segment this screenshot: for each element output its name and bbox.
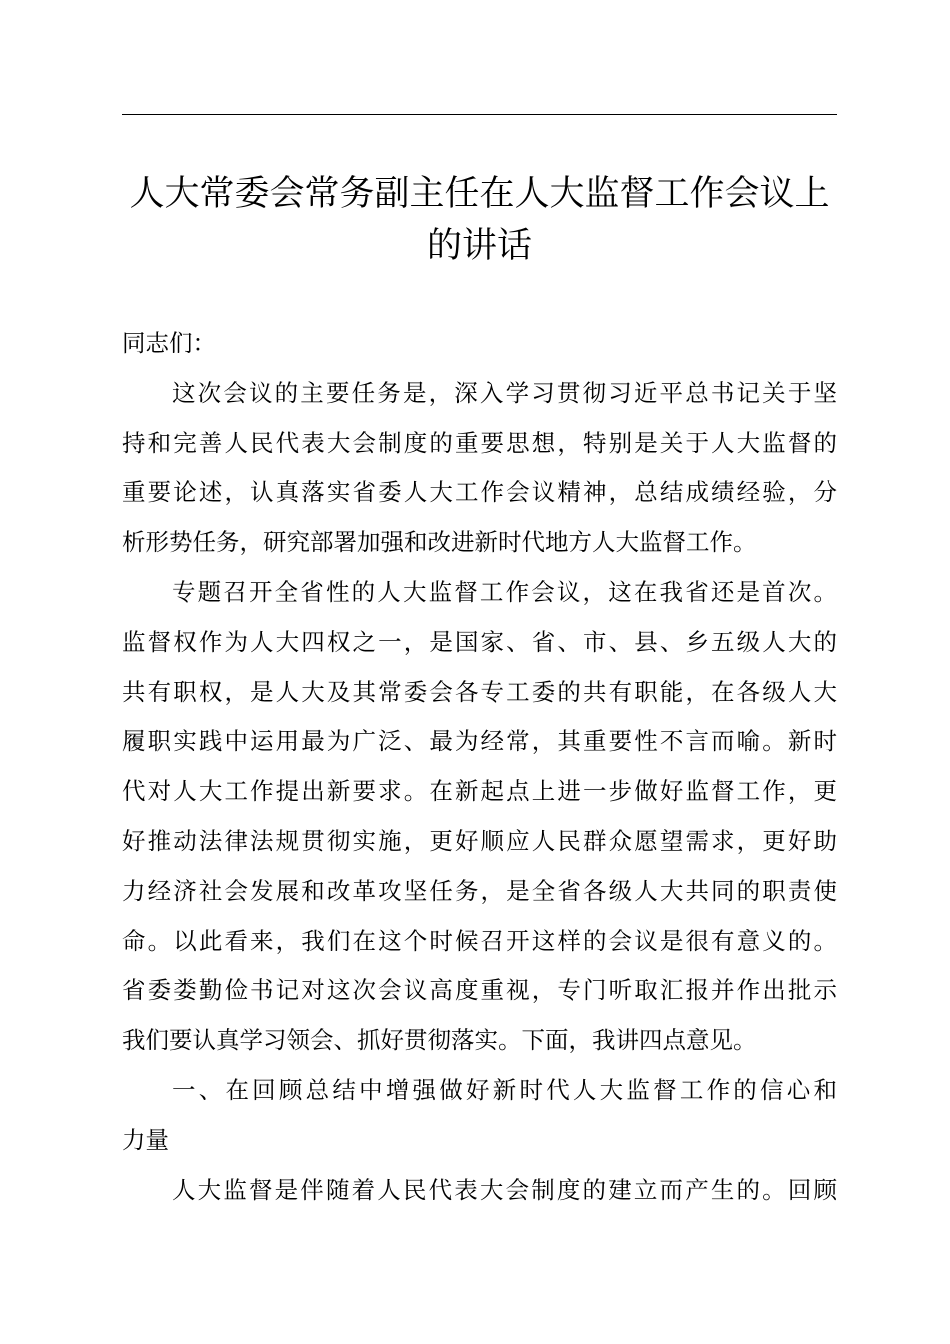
document-title [122, 168, 837, 272]
paragraph-line: 共有职权，是人大及其常委会各专工委的共有职能，在各级人大 [122, 677, 837, 706]
header-rule [122, 114, 837, 115]
paragraph-line: 这次会议的主要任务是，深入学习贯彻习近平总书记关于坚 [172, 378, 837, 407]
paragraph-3 [122, 1166, 837, 1216]
heading-line: 一、在回顾总结中增强做好新时代人大监督工作的信心和 [172, 1075, 837, 1104]
paragraph-line: 好推动法律法规贯彻实施，更好顺应人民群众愿望需求，更好助 [122, 826, 837, 855]
salutation: 同志们： [122, 329, 216, 357]
paragraph-line: 析形势任务，研究部署加强和改进新时代地方人大监督工作。 [122, 528, 757, 557]
title-line-2: 的讲话 [426, 226, 532, 266]
paragraph-1 [122, 369, 837, 568]
paragraph-line: 命。以此看来，我们在这个时候召开这样的会议是很有意义的。 [122, 926, 837, 955]
paragraph-line: 专题召开全省性的人大监督工作会议，这在我省还是首次。 [172, 577, 837, 606]
paragraph-line: 持和完善人民代表大会制度的重要思想，特别是关于人大监督的 [122, 428, 837, 457]
paragraph-line: 重要论述，认真落实省委人大工作会议精神，总结成绩经验，分 [122, 478, 837, 507]
paragraph-line: 省委娄勤俭书记对这次会议高度重视，专门听取汇报并作出批示 [122, 976, 837, 1005]
paragraph-line: 力经济社会发展和改革攻坚任务，是全省各级人大共同的职责使 [122, 876, 837, 905]
paragraph-line: 履职实践中运用最为广泛、最为经常，其重要性不言而喻。新时 [122, 727, 837, 756]
title-line-1: 人大常委会常务副主任在人大监督工作会议上 [129, 174, 830, 214]
heading-line: 力量 [122, 1125, 169, 1154]
paragraph-line: 人大监督是伴随着人民代表大会制度的建立而产生的。回顾 [172, 1175, 837, 1204]
section-heading-1 [122, 1066, 837, 1166]
paragraph-line: 我们要认真学习领会、抓好贯彻落实。下面，我讲四点意见。 [122, 1026, 757, 1055]
paragraph-2 [122, 568, 837, 1066]
paragraph-line: 代对人大工作提出新要求。在新起点上进一步做好监督工作，更 [122, 777, 837, 806]
paragraph-line: 监督权作为人大四权之一，是国家、省、市、县、乡五级人大的 [122, 627, 837, 656]
document-body [122, 319, 837, 1215]
